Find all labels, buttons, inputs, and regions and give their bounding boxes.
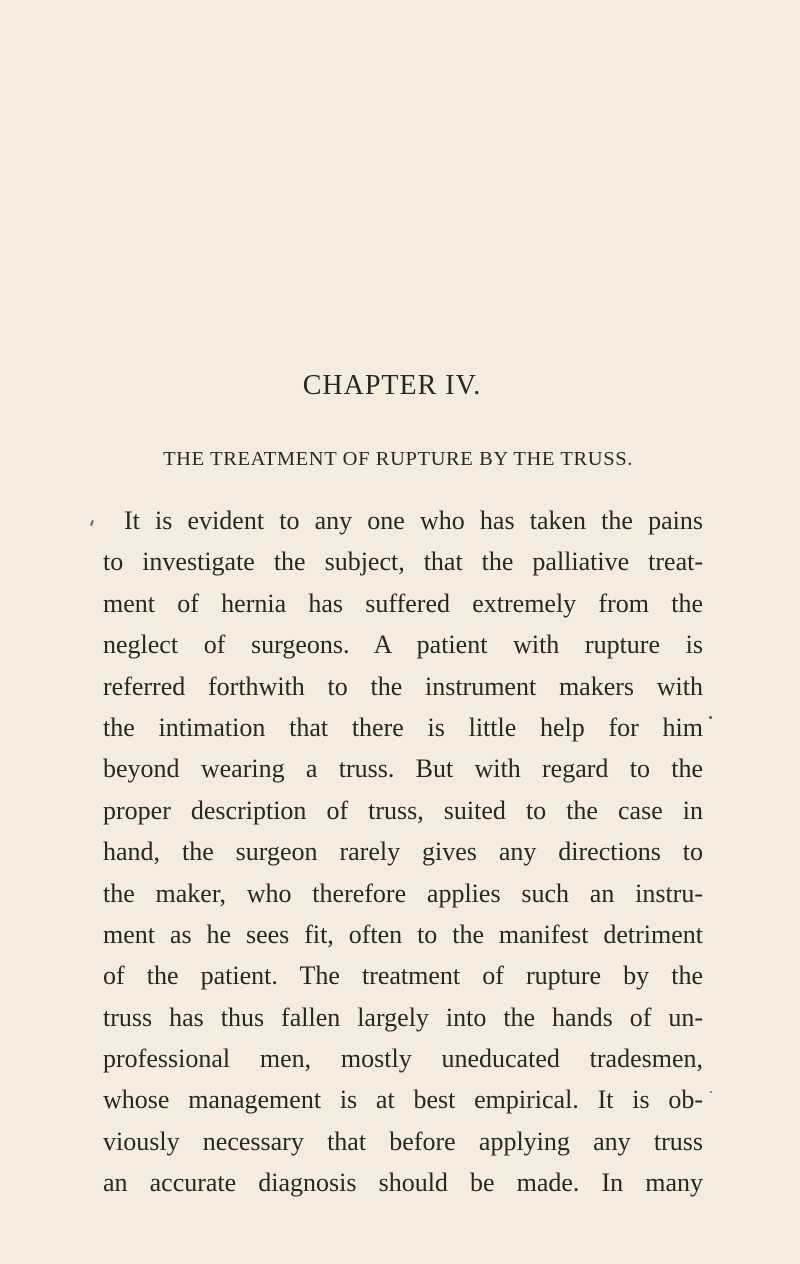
text-line: viously necessary that before applying any truss — [103, 1126, 703, 1156]
text-line: the intimation that there is little help for him — [103, 712, 703, 742]
text-line: the maker, who therefore applies such an instru- — [103, 878, 703, 908]
section-heading: THE TREATMENT OF RUPTURE BY THE TRUSS. — [163, 448, 633, 470]
text-line: professional men, mostly uneducated tradesmen, — [103, 1044, 703, 1074]
text-line: proper description of truss, suited to the case in — [103, 795, 703, 825]
ink-speck — [709, 716, 712, 719]
ink-speck — [90, 520, 94, 526]
text-line: of the patient. The treatment of rupture by the — [103, 961, 703, 991]
text-line: referred forthwith to the instrument makers with — [103, 671, 703, 701]
text-line: truss has thus fallen largely into the hands of un- — [103, 1002, 703, 1032]
text-line: ment as he sees fit, often to the manifest detriment — [103, 919, 703, 949]
text-line: hand, the surgeon rarely gives any directions to — [103, 837, 703, 867]
ink-speck — [710, 1091, 712, 1093]
body-paragraph — [103, 500, 703, 1204]
text-line: to investigate the subject, that the palliative treat- — [103, 547, 703, 577]
text-line: whose management is at best empirical. It is ob- — [103, 1085, 703, 1115]
text-line: ment of hernia has suffered extremely from the — [103, 588, 703, 618]
text-line: an accurate diagnosis should be made. In many — [103, 1168, 703, 1198]
text-line: neglect of surgeons. A patient with rupture is — [103, 630, 703, 660]
text-line: beyond wearing a truss. But with regard to the — [103, 754, 703, 784]
chapter-heading: CHAPTER IV. — [302, 370, 482, 401]
text-line: It is evident to any one who has taken the pains — [124, 506, 703, 535]
